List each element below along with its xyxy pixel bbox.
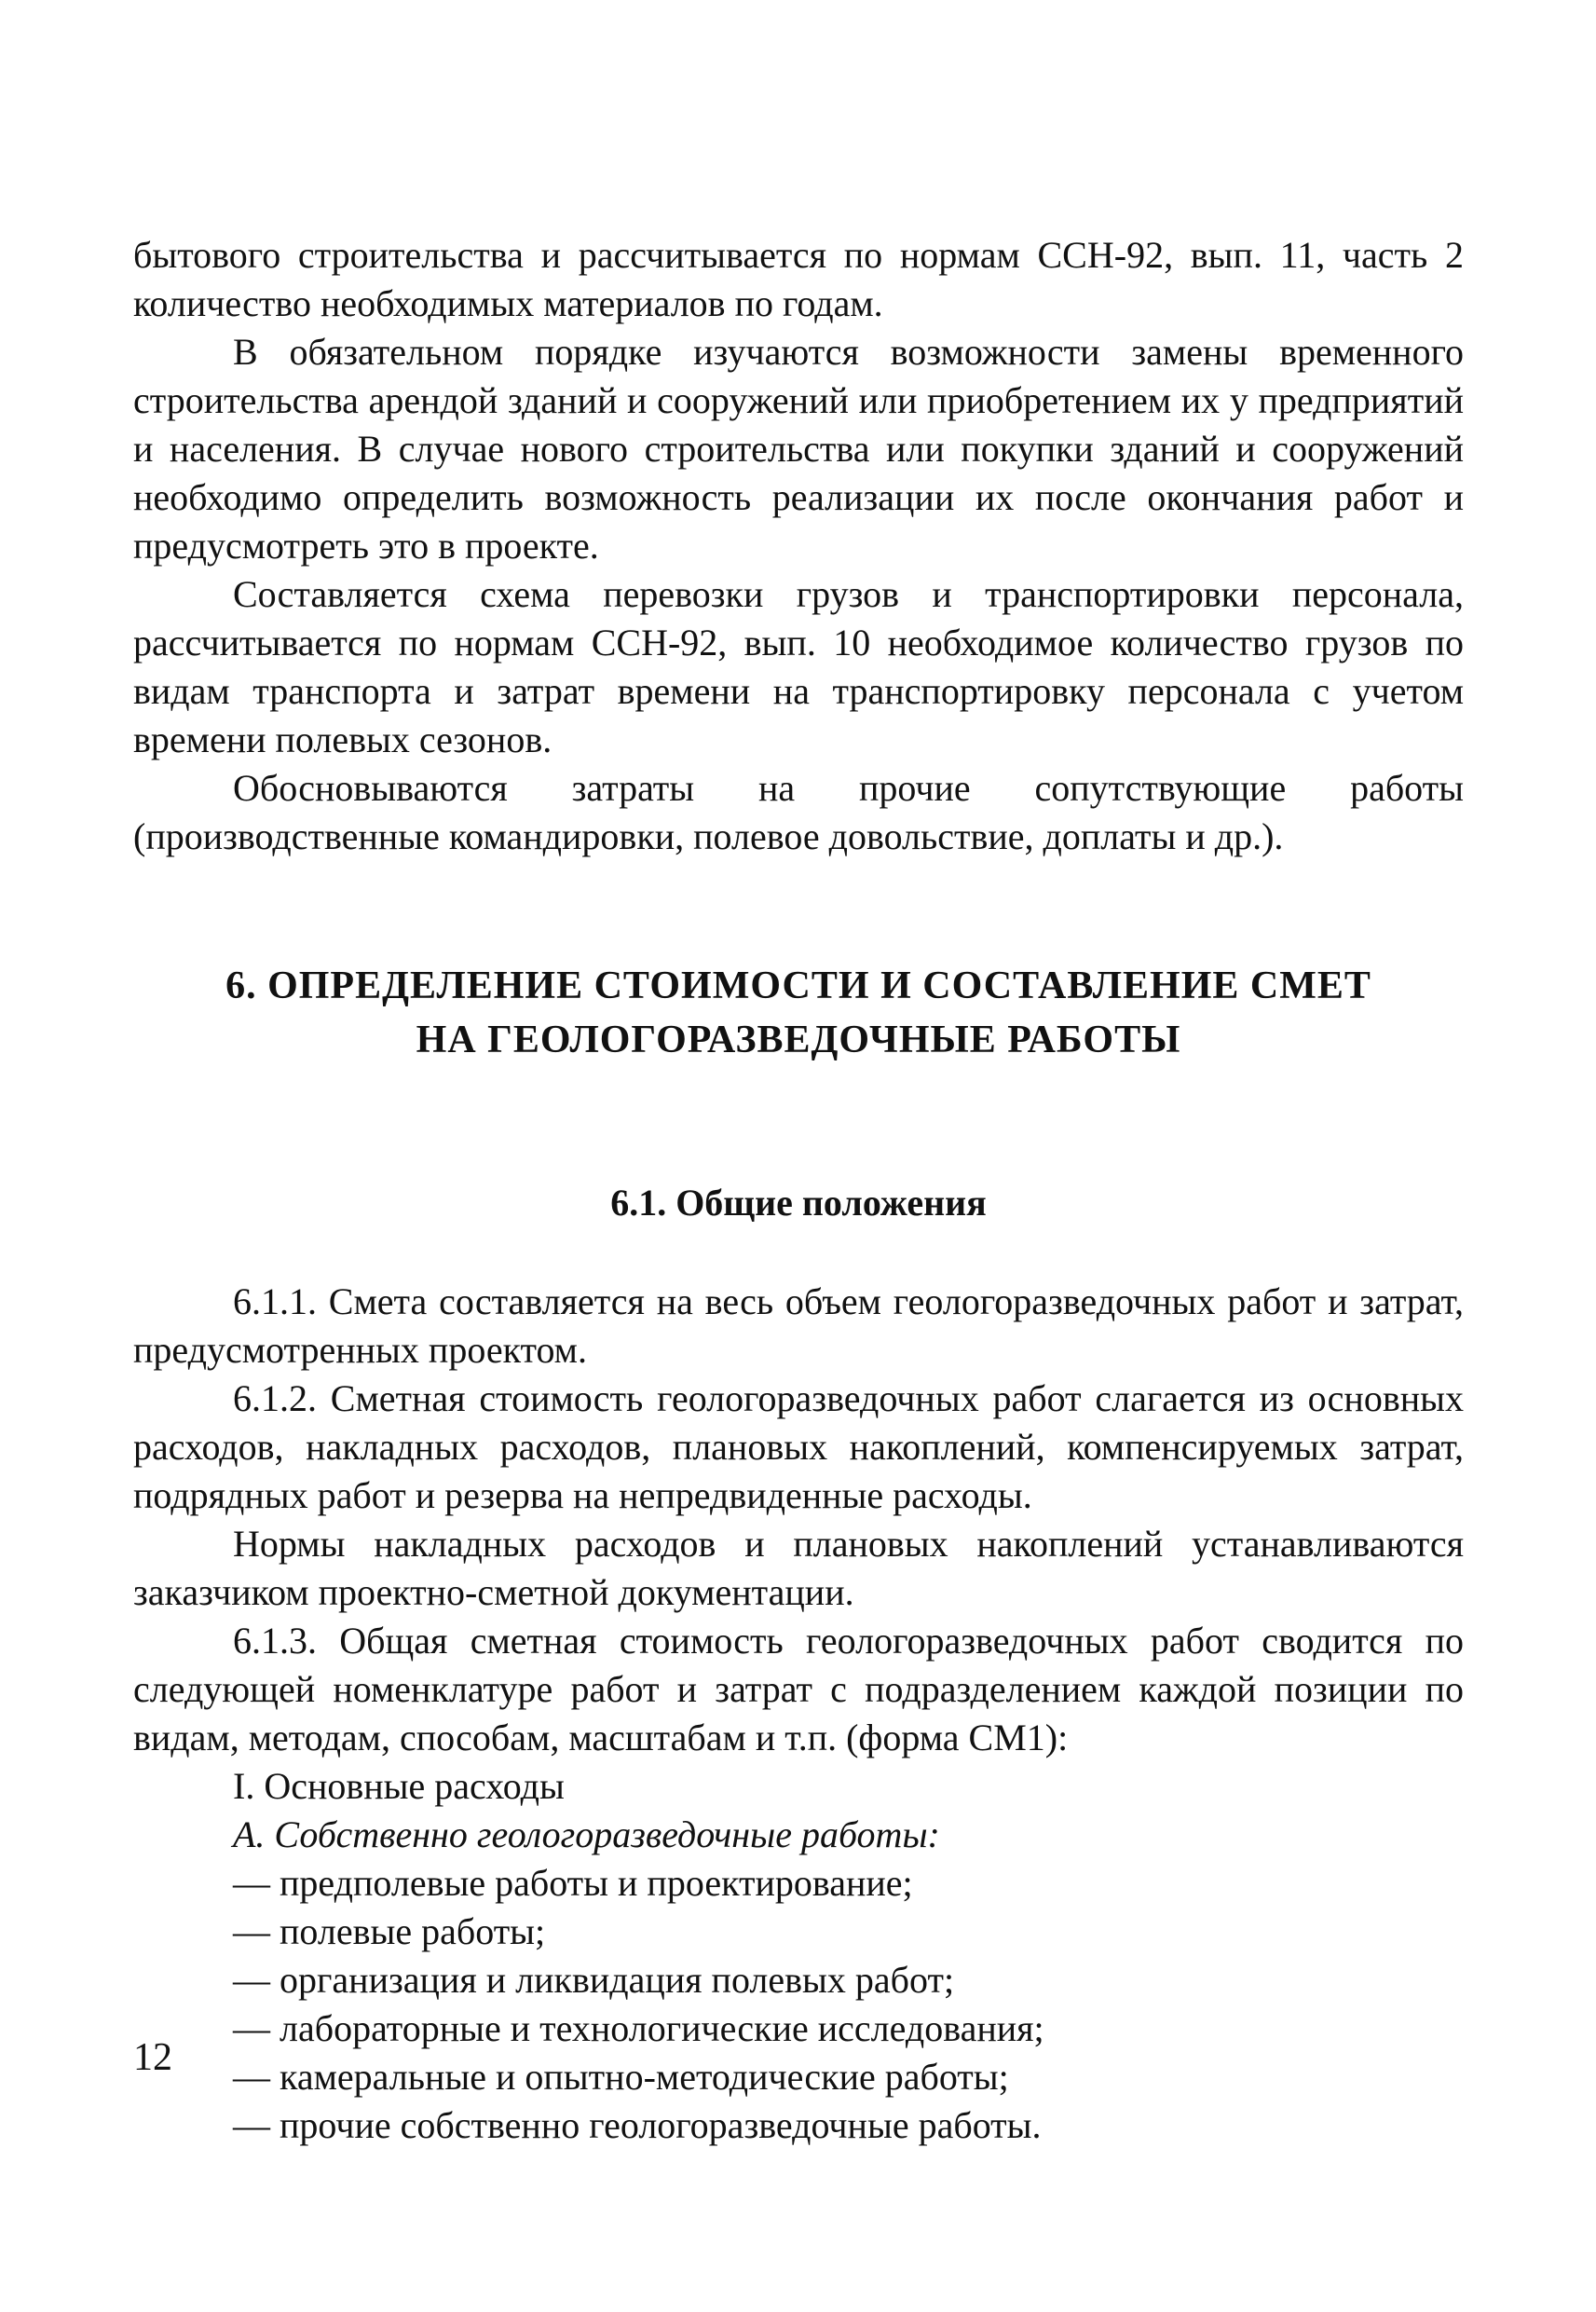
document-page xyxy=(133,231,1464,2150)
page-number: 12 xyxy=(133,2036,172,2079)
list-item: — полевые работы; xyxy=(233,1910,546,1952)
section-title-line-1: 6. ОПРЕДЕЛЕНИЕ СТОИМОСТИ И СОСТАВЛЕНИЕ СМЕТ xyxy=(225,964,1371,1007)
paragraph-6-1-2: 6.1.2. Сметная стоимость геологоразведочных работ слагается из основных расходов, накладных расходов, плановых накоплений, компенсируемых затрат, подрядных работ и резерва на непредвиденные расходы. xyxy=(133,1377,1464,1516)
list-item: — камеральные и опытно-методические работы; xyxy=(233,2056,1009,2098)
paragraph-transport-scheme: Составляется схема перевозки грузов и транспортировки персонала, рассчитывается по нормам ССН-92, вып. 10 необходимое количество грузов по видам транспорта и затрат времени на транспортировку персонала с учетом времени полевых сезонов. xyxy=(133,573,1464,760)
subsection-title: 6.1. Общие положения xyxy=(610,1182,987,1224)
section-title-line-2: НА ГЕОЛОГОРАЗВЕДОЧНЫЕ РАБОТЫ xyxy=(416,1019,1181,1061)
paragraph-6-1-3: 6.1.3. Общая сметная стоимость геологоразведочных работ сводится по следующей номенклатуре работ и затрат с подразделением каждой позиции по видам, методам, способам, масштабам и т.п. (форма СМ1): xyxy=(133,1620,1464,1758)
paragraph-norms: Нормы накладных расходов и плановых накоплений устанавливаются заказчиком проектно-сметной документации. xyxy=(133,1523,1464,1613)
section-title xyxy=(133,959,1464,1067)
list-subheading: А. Собственно геологоразведочные работы: xyxy=(233,1813,940,1855)
list-item: — организация и ликвидация полевых работ; xyxy=(233,1959,955,2001)
list-heading: I. Основные расходы xyxy=(233,1765,565,1807)
list-item: — предполевые работы и проектирование; xyxy=(233,1862,913,1904)
paragraph-other-costs: Обосновываются затраты на прочие сопутствующие работы (производственные командировки, полевое довольствие, доплаты и др.). xyxy=(133,767,1464,857)
paragraph-continuation: бытового строительства и рассчитывается по нормам ССН-92, вып. 11, часть 2 количество необходимых материалов по годам. xyxy=(133,234,1464,324)
paragraph-6-1-1: 6.1.1. Смета составляется на весь объем геологоразведочных работ и затрат, предусмотренных проектом. xyxy=(133,1280,1464,1371)
list-item: — лабораторные и технологические исследования; xyxy=(233,2007,1044,2049)
list-item: — прочие собственно геологоразведочные работы. xyxy=(233,2104,1042,2146)
paragraph-temporary-construction: В обязательном порядке изучаются возможности замены временного строительства арендой зданий и сооружений или приобретением их у предприятий и населения. В случае нового строительства или покупки зданий и сооружений необходимо определить возможность реализации их после окончания работ и предусмотреть это в проекте. xyxy=(133,331,1464,567)
